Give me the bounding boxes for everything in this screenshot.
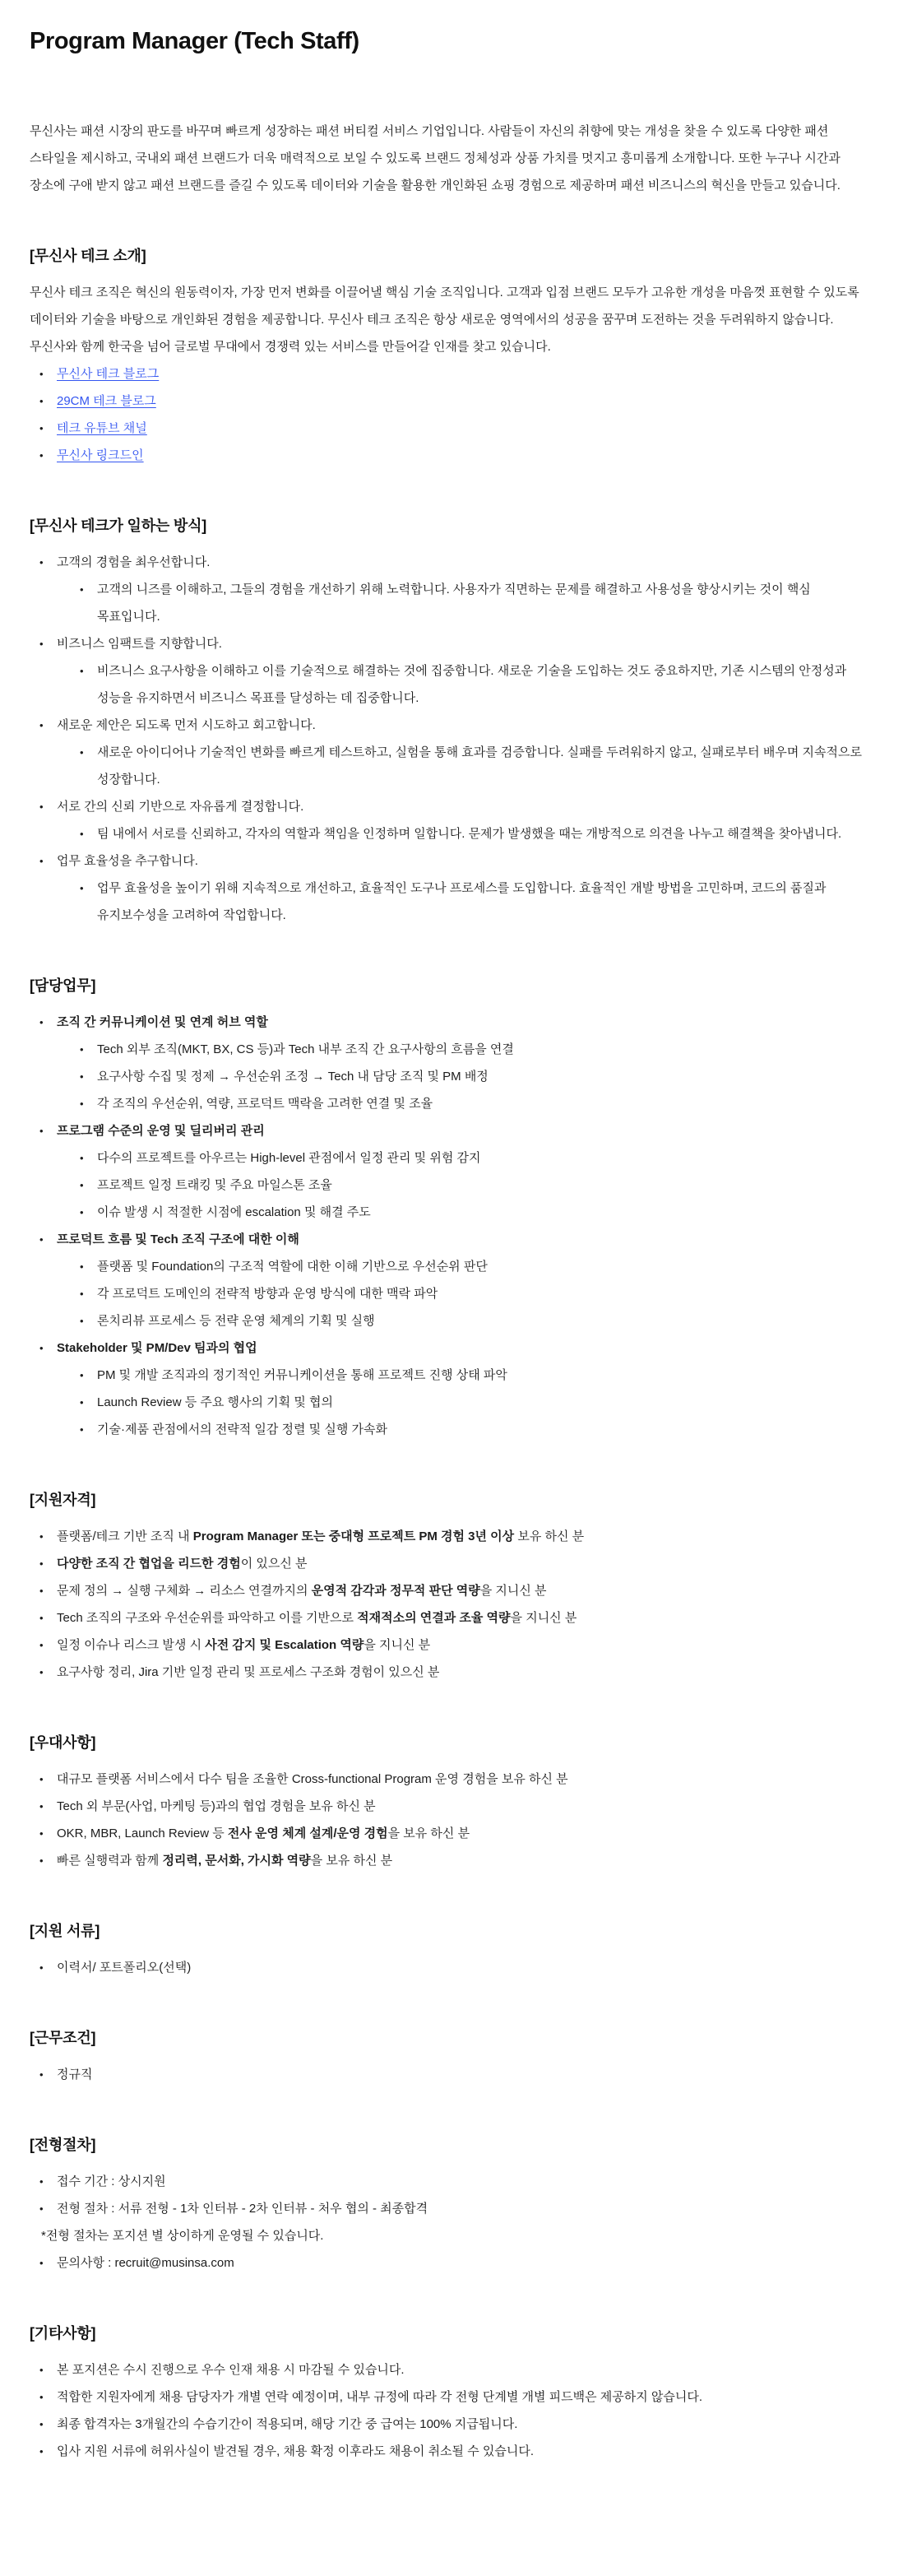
bullet-text: Stakeholder 및 PM/Dev 팀과의 협업 <box>57 1340 257 1355</box>
bullet-list <box>36 2061 875 2088</box>
bullet-text: 고객의 경험을 최우선합니다. <box>57 555 211 569</box>
bullet-item <box>76 657 875 712</box>
text-run: 을 지니신 분 <box>364 1637 431 1652</box>
bullet-list <box>36 1523 875 1686</box>
section-heading: [전형절차] <box>30 2136 96 2153</box>
bullet-text: 적합한 지원자에게 채용 담당자가 개별 연락 예정이며, 내부 규정에 따라 각 전형 단계별 개별 피드백은 제공하지 않습니다. <box>57 2389 703 2404</box>
bullet-text <box>57 1557 308 1571</box>
text-run: 일정 이슈나 리스크 발생 시 <box>57 1637 206 1652</box>
section-heading: [지원자격] <box>30 1491 96 1508</box>
bullet-item <box>36 1117 875 1226</box>
text-run: 이 있으신 분 <box>240 1556 308 1571</box>
bullet-item <box>36 712 875 793</box>
bullet-item <box>36 549 875 630</box>
bullet-item <box>76 1280 875 1307</box>
emphasized-text: 사전 감지 및 Escalation 역량 <box>205 1637 364 1652</box>
intro-paragraph: 무신사는 패션 시장의 판도를 바꾸며 빠르게 성장하는 패션 버티컬 서비스 기업입니다. 사람들이 자신의 취향에 맞는 개성을 찾을 수 있도록 다양한 패션 스타일을 제시하고, 국내외 패션 브랜드가 더욱 매력적으로 보일 수 있도록 브랜드 정체성과 상품 가치를 멋지고 흥미롭게 소개합니다. 또한 누구나 시간과 장소에 구애 받지 않고 패션 브랜드를 즐길 수 있도록 데이터와 기술을 활용한 개인화된 쇼핑 경험으로 제공하며 패션 비즈니스의 혁신을 만들고 있습니다. <box>30 123 840 193</box>
link-item <box>36 360 875 388</box>
bullet-list <box>76 875 875 929</box>
bullet-item <box>36 2356 875 2383</box>
bullet-text: 접수 기간 : 상시지원 <box>57 2174 166 2188</box>
note-text: *전형 절차는 포지션 별 상이하게 운영될 수 있습니다. <box>41 2228 324 2243</box>
bullet-item <box>36 1604 875 1631</box>
bullet-text: 기술·제품 관점에서의 전략적 일감 정렬 및 실행 가속화 <box>97 1422 387 1437</box>
bullet-text: 각 프로덕트 도메인의 전략적 방향과 운영 방식에 대한 맥락 파악 <box>97 1286 438 1301</box>
bullet-text: 론치리뷰 프로세스 등 전략 운영 체계의 기획 및 실행 <box>97 1313 375 1328</box>
bullet-list <box>76 576 875 630</box>
bullet-item <box>36 2061 875 2088</box>
document-section <box>30 2027 875 2088</box>
bullet-text <box>57 1638 430 1652</box>
section-heading: [기타사항] <box>30 2324 96 2342</box>
page-title: Program Manager (Tech Staff) <box>30 28 359 54</box>
document-section <box>30 1920 875 1981</box>
bullet-item <box>76 1172 875 1199</box>
bullet-text: 다수의 프로젝트를 아우르는 High-level 관점에서 일정 관리 및 위험 감지 <box>97 1150 481 1165</box>
text-run: 보유 하신 분 <box>514 1529 585 1543</box>
text-run: 을 보유 하신 분 <box>387 1826 470 1840</box>
bullet-item <box>36 1954 875 1981</box>
document-section <box>30 245 875 469</box>
bullet-item <box>36 1659 875 1686</box>
document-section <box>30 975 875 1443</box>
bullet-item <box>36 1577 875 1604</box>
sections-container <box>30 245 875 2465</box>
text-run: 을 보유 하신 분 <box>310 1853 393 1868</box>
bullet-list <box>76 1253 875 1334</box>
bullet-text: 조직 간 커뮤니케이션 및 연계 허브 역할 <box>57 1014 268 1029</box>
musinsa-linkedin-link[interactable]: 무신사 링크드인 <box>57 448 144 462</box>
bullet-text: 정규직 <box>57 2067 93 2082</box>
bullet-item <box>76 1362 875 1389</box>
bullet-text: Tech 외 부문(사업, 마케팅 등)과의 협업 경험을 보유 하신 분 <box>57 1799 376 1813</box>
bullet-item <box>36 1334 875 1443</box>
section-heading: [근무조건] <box>30 2029 96 2046</box>
bullet-list <box>76 657 875 712</box>
bullet-text: 프로덕트 흐름 및 Tech 조직 구조에 대한 이해 <box>57 1232 299 1246</box>
bullet-text <box>57 1826 470 1840</box>
bullet-text <box>57 1611 577 1625</box>
bullet-text: PM 및 개발 조직과의 정기적인 커뮤니케이션을 통해 프로젝트 진행 상태 파악 <box>97 1367 507 1382</box>
bullet-text: 이력서/ 포트폴리오(선택) <box>57 1960 192 1975</box>
document-section <box>30 1732 875 1874</box>
bullet-text <box>57 1854 392 1868</box>
bullet-text: 전형 절차 : 서류 전형 - 1차 인터뷰 - 2차 인터뷰 - 처우 협의 - 최종합격 <box>57 2201 428 2216</box>
bullet-text: Tech 외부 조직(MKT, BX, CS 등)과 Tech 내부 조직 간 요구사항의 흐름을 연결 <box>97 1042 514 1056</box>
bullet-text: 최종 합격자는 3개월간의 수습기간이 적용되며, 해당 기간 중 급여는 100% 지급됩니다. <box>57 2416 518 2431</box>
text-run: 빠른 실행력과 함께 <box>57 1853 163 1868</box>
bullet-list <box>36 2356 875 2465</box>
link-list <box>36 360 875 469</box>
link-item <box>36 442 875 469</box>
emphasized-text: 전사 운영 체계 설계/운영 경험 <box>227 1826 388 1840</box>
emphasized-text: 다양한 조직 간 협업을 리드한 경험 <box>57 1556 241 1571</box>
bullet-text: Launch Review 등 주요 행사의 기획 및 협의 <box>97 1395 333 1409</box>
bullet-text: 입사 지원 서류에 허위사실이 발견될 경우, 채용 확정 이후라도 채용이 취소될 수 있습니다. <box>57 2444 534 2458</box>
bullet-list <box>36 549 875 929</box>
bullet-item <box>36 1820 875 1847</box>
bullet-item <box>36 1793 875 1820</box>
bullet-text: 비즈니스 요구사항을 이해하고 이를 기술적으로 해결하는 것에 집중합니다. 새로운 기술을 도입하는 것도 중요하지만, 기존 시스템의 안정성과 성능을 유지하면서 비즈니스 목표를 달성하는 데 집중합니다. <box>97 663 847 705</box>
document-section <box>30 1489 875 1686</box>
musinsa-tech-blog-link[interactable]: 무신사 테크 블로그 <box>57 366 160 381</box>
text-run: 을 지니신 분 <box>479 1583 547 1598</box>
text-run: 을 지니신 분 <box>510 1610 577 1625</box>
bullet-text: 업무 효율성을 추구합니다. <box>57 853 198 868</box>
bullet-list <box>76 1144 875 1226</box>
emphasized-text: Program Manager 또는 중대형 프로젝트 PM 경험 3년 이상 <box>192 1529 515 1543</box>
bullet-item <box>36 2411 875 2438</box>
bullet-text: 새로운 아이디어나 기술적인 변화를 빠르게 테스트하고, 실험을 통해 효과를 검증합니다. 실패를 두려워하지 않고, 실패로부터 배우며 지속적으로 성장합니다. <box>97 745 862 787</box>
bullet-item <box>76 1307 875 1334</box>
emphasized-text: 운영적 감각과 정무적 판단 역량 <box>311 1583 480 1598</box>
bullet-text: 프로젝트 일정 트래킹 및 주요 마일스톤 조율 <box>97 1177 332 1192</box>
bullet-item <box>36 1009 875 1117</box>
bullet-list <box>36 1954 875 1981</box>
bullet-list <box>36 2249 875 2277</box>
bullet-text: 문의사항 : recruit@musinsa.com <box>57 2255 234 2270</box>
emphasized-text: 정리력, 문서화, 가시화 역량 <box>162 1853 311 1868</box>
bullet-item <box>76 1253 875 1280</box>
section-heading: [지원 서류] <box>30 1922 100 1939</box>
section-paragraph: 무신사 테크 조직은 혁신의 원동력이자, 가장 먼저 변화를 이끌어낼 핵심 기술 조직입니다. 고객과 입점 브랜드 모두가 고유한 개성을 마음껏 표현할 수 있도록 데이터와 기술을 바탕으로 개인화된 경험을 제공합니다. 무신사 테크 조직은 항상 새로운 영역에서의 성공을 꿈꾸며 도전하는 것을 두려워하지 않습니다. 무신사와 함께 한국을 넘어 글로벌 무대에서 경쟁력 있는 서비스를 만들어갈 인재를 찾고 있습니다. <box>30 285 859 354</box>
bullet-item <box>36 2195 875 2222</box>
bullet-text: 고객의 니즈를 이해하고, 그들의 경험을 개선하기 위해 노력합니다. 사용자가 직면하는 문제를 해결하고 사용성을 향상시키는 것이 핵심 목표입니다. <box>97 582 811 624</box>
section-heading: [무신사 테크 소개] <box>30 247 146 264</box>
document-section <box>30 515 875 929</box>
bullet-text: 본 포지션은 수시 진행으로 우수 인재 채용 시 마감될 수 있습니다. <box>57 2362 405 2377</box>
document-section <box>30 2134 875 2277</box>
bullet-text: 비즈니스 임팩트를 지향합니다. <box>57 636 222 651</box>
bullet-text: 이슈 발생 시 적절한 시점에 escalation 및 해결 주도 <box>97 1204 371 1219</box>
section-heading: [우대사항] <box>30 1734 96 1751</box>
bullet-item <box>76 1144 875 1172</box>
link-item <box>36 415 875 442</box>
bullet-item <box>36 1847 875 1874</box>
text-run: Tech 조직의 구조와 우선순위를 파악하고 이를 기반으로 <box>57 1610 358 1625</box>
bullet-item <box>76 820 875 847</box>
section-heading: [무신사 테크가 일하는 방식] <box>30 517 207 534</box>
bullet-text: 요구사항 정리, Jira 기반 일정 관리 및 프로세스 구조화 경험이 있으신 분 <box>57 1664 440 1679</box>
bullet-item <box>76 1063 875 1090</box>
bullet-list <box>76 1036 875 1117</box>
bullet-item <box>36 2249 875 2277</box>
bullet-list <box>36 2168 875 2222</box>
bullet-list <box>36 1766 875 1874</box>
bullet-text: 요구사항 수집 및 정제 → 우선순위 조정 → Tech 내 담당 조직 및 PM 배정 <box>97 1069 489 1084</box>
bullet-list <box>76 1362 875 1443</box>
link-item <box>36 388 875 415</box>
bullet-item <box>36 2383 875 2411</box>
bullet-item <box>36 1766 875 1793</box>
bullet-item <box>36 1226 875 1334</box>
bullet-text: 업무 효율성을 높이기 위해 지속적으로 개선하고, 효율적인 도구나 프로세스를 도입합니다. 효율적인 개발 방법을 고민하며, 코드의 품질과 유지보수성을 고려하여 작업합니다. <box>97 880 827 922</box>
bullet-text: 플랫폼 및 Foundation의 구조적 역할에 대한 이해 기반으로 우선순위 판단 <box>97 1259 488 1274</box>
bullet-list <box>36 1009 875 1443</box>
bullet-item <box>76 739 875 793</box>
bullet-item <box>76 1416 875 1443</box>
bullet-item <box>36 2438 875 2465</box>
bullet-text <box>57 1529 584 1543</box>
bullet-item <box>36 1631 875 1659</box>
bullet-list <box>76 820 875 847</box>
section-heading: [담당업무] <box>30 977 96 994</box>
emphasized-text: 적재적소의 연결과 조율 역량 <box>357 1610 511 1625</box>
bullet-text: 새로운 제안은 되도록 먼저 시도하고 회고합니다. <box>57 717 316 732</box>
bullet-text <box>57 1584 547 1598</box>
bullet-text: 팀 내에서 서로를 신뢰하고, 각자의 역할과 책임을 인정하며 일합니다. 문제가 발생했을 때는 개방적으로 의견을 나누고 해결책을 찾아냅니다. <box>97 826 842 841</box>
bullet-item <box>76 875 875 929</box>
bullet-item <box>76 576 875 630</box>
bullet-text: 각 조직의 우선순위, 역량, 프로덕트 맥락을 고려한 연결 및 조율 <box>97 1096 433 1111</box>
bullet-item <box>76 1036 875 1063</box>
bullet-item <box>36 630 875 712</box>
bullet-item <box>36 793 875 847</box>
bullet-item <box>36 2168 875 2195</box>
bullet-list <box>76 739 875 793</box>
bullet-item <box>76 1199 875 1226</box>
bullet-text: 프로그램 수준의 운영 및 딜리버리 관리 <box>57 1123 265 1138</box>
bullet-item <box>36 1550 875 1577</box>
bullet-item <box>76 1389 875 1416</box>
tech-youtube-channel-link[interactable]: 테크 유튜브 채널 <box>57 420 147 435</box>
bullet-item <box>76 1090 875 1117</box>
bullet-text: 서로 간의 신뢰 기반으로 자유롭게 결정합니다. <box>57 799 304 814</box>
29cm-tech-blog-link[interactable]: 29CM 테크 블로그 <box>57 393 156 408</box>
text-run: 플랫폼/테크 기반 조직 내 <box>57 1529 193 1543</box>
bullet-text: 대규모 플랫폼 서비스에서 다수 팀을 조율한 Cross-functional Program 운영 경험을 보유 하신 분 <box>57 1771 568 1786</box>
text-run: OKR, MBR, Launch Review 등 <box>57 1826 228 1840</box>
document-section <box>30 2323 875 2465</box>
bullet-item <box>36 847 875 929</box>
text-run: 문제 정의 → 실행 구체화 → 리소스 연결까지의 <box>57 1583 312 1598</box>
bullet-item <box>36 1523 875 1550</box>
